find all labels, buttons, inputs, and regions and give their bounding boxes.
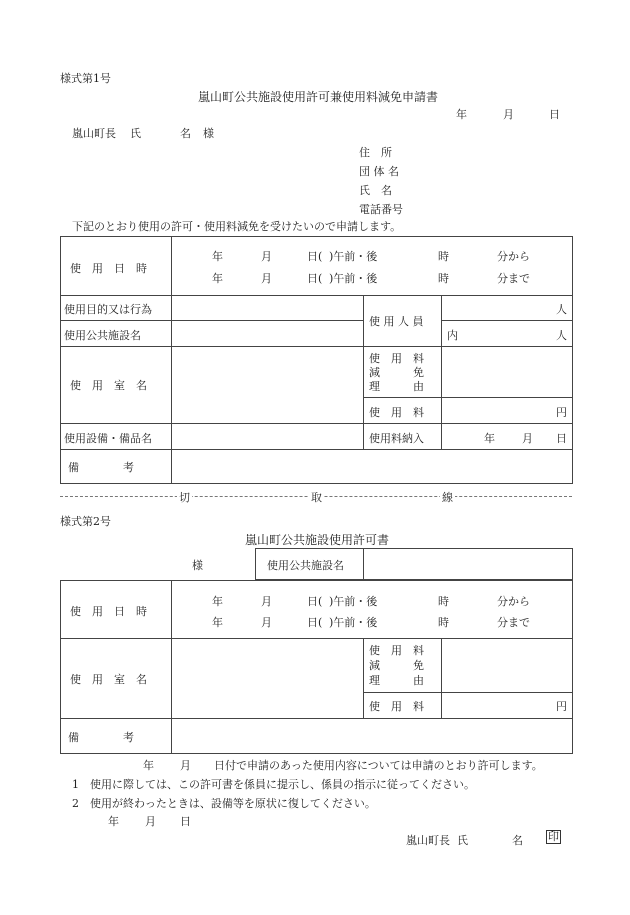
row-room-label: 使 用 室 名 — [70, 379, 147, 392]
signer-title: 嵐山町長 — [406, 834, 450, 847]
row-persons-label: 使 用 人 員 — [369, 315, 424, 328]
f2-tl1-min: 分から — [497, 595, 530, 608]
label-organization: 団 体 名 — [359, 165, 399, 178]
signer-mei: 名 — [512, 834, 523, 847]
addressee-mei: 名 — [180, 127, 191, 140]
seal-mark: 印 — [548, 830, 559, 843]
cut-label-3: 線 — [442, 491, 453, 504]
issue-year: 年 — [108, 815, 119, 828]
paid-month: 月 — [522, 432, 533, 445]
row-facility-label: 使用公共施設名 — [64, 329, 141, 342]
row-purpose-label: 使用目的又は行為 — [64, 303, 152, 316]
f2-tl2-hour: 時 — [438, 616, 449, 629]
persons-inner-label: 内 — [447, 329, 458, 342]
label-address: 住 所 — [359, 146, 392, 159]
row-remarks-label: 備 考 — [68, 461, 134, 474]
persons-inner-unit: 人 — [556, 329, 567, 342]
f2-rr-line1: 使 用 料 — [369, 644, 424, 657]
permit-year: 年 — [143, 759, 154, 772]
form2-remarks-label: 備 考 — [68, 731, 134, 744]
f2-tl1-day: 日( — [307, 595, 323, 608]
form2-fee-label: 使 用 料 — [369, 700, 424, 713]
f2-tl1-year: 年 — [212, 595, 223, 608]
f2-tl2-ampm: )午前・後 — [329, 616, 378, 629]
tl1-year: 年 — [212, 250, 223, 263]
f2-tl2-year: 年 — [212, 616, 223, 629]
row-fee-label: 使 用 料 — [369, 406, 424, 419]
tl1-ampm: )午前・後 — [329, 250, 378, 263]
form2-title: 嵐山町公共施設使用許可書 — [245, 533, 390, 547]
note-item: 1 使用に際しては、この許可書を係員に提示し、係員の指示に従ってください。 — [72, 778, 475, 791]
cut-label-1: 切 — [179, 491, 190, 504]
rr-line2: 減 免 — [369, 366, 424, 379]
f2-tl2-day: 日( — [307, 616, 323, 629]
f2-rr-line2: 減 免 — [369, 659, 424, 672]
form1-date-year: 年 — [456, 108, 467, 121]
addressee-title: 嵐山町長 — [72, 127, 116, 140]
form2-fee-unit: 円 — [556, 700, 567, 713]
paid-day: 日 — [556, 432, 567, 445]
f2-tl1-hour: 時 — [438, 595, 449, 608]
tl2-day: 日( — [307, 272, 323, 285]
cut-label-2: 取 — [311, 491, 322, 504]
row-fee-paid-label: 使用料納入 — [369, 432, 424, 445]
form1-title: 嵐山町公共施設使用許可兼使用料減免申請書 — [198, 90, 439, 104]
form1-intro: 下記のとおり使用の許可・使用料減免を受けたいので申請します。 — [72, 220, 402, 233]
tl2-year: 年 — [212, 272, 223, 285]
issue-month: 月 — [145, 815, 156, 828]
row-use-datetime-label: 使 用 日 時 — [70, 262, 147, 275]
form2-use-datetime-label: 使 用 日 時 — [70, 605, 147, 618]
addressee-sama: 様 — [203, 127, 214, 140]
label-phone: 電話番号 — [359, 203, 403, 216]
fee-unit: 円 — [556, 406, 567, 419]
tl2-month: 月 — [261, 272, 272, 285]
permit-text: 日付で申請のあった使用内容については申請のとおり許可します。 — [214, 759, 543, 772]
f2-rr-line3: 理 由 — [369, 674, 424, 687]
persons-unit: 人 — [556, 303, 567, 316]
f2-tl2-min: 分まで — [497, 616, 530, 629]
paid-year: 年 — [484, 432, 495, 445]
tl1-day: 日( — [307, 250, 323, 263]
form1-date-month: 月 — [503, 108, 514, 121]
tl2-min: 分まで — [497, 272, 530, 285]
signer-shi: 氏 — [457, 834, 468, 847]
rr-line1: 使 用 料 — [369, 352, 424, 365]
form2-room-label: 使 用 室 名 — [70, 673, 147, 686]
form2-number: 様式第2号 — [60, 515, 111, 528]
form2-facility-label: 使用公共施設名 — [267, 559, 344, 572]
rr-line3: 理 由 — [369, 380, 424, 393]
tl2-ampm: )午前・後 — [329, 272, 378, 285]
tl1-min: 分から — [497, 250, 530, 263]
f2-tl1-ampm: )午前・後 — [329, 595, 378, 608]
tl1-month: 月 — [261, 250, 272, 263]
form2-sama: 様 — [192, 559, 203, 572]
form1-date-day: 日 — [549, 108, 560, 121]
permit-month: 月 — [180, 759, 191, 772]
issue-day: 日 — [180, 815, 191, 828]
tl2-hour: 時 — [438, 272, 449, 285]
label-name: 氏 名 — [359, 184, 392, 197]
addressee-shi: 氏 — [130, 127, 141, 140]
note-item: 2 使用が終わったときは、設備等を原状に復してください。 — [72, 797, 376, 810]
f2-tl2-month: 月 — [261, 616, 272, 629]
form1-number: 様式第1号 — [60, 72, 111, 85]
row-equipment-label: 使用設備・備品名 — [64, 432, 152, 445]
f2-tl1-month: 月 — [261, 595, 272, 608]
tl1-hour: 時 — [438, 250, 449, 263]
